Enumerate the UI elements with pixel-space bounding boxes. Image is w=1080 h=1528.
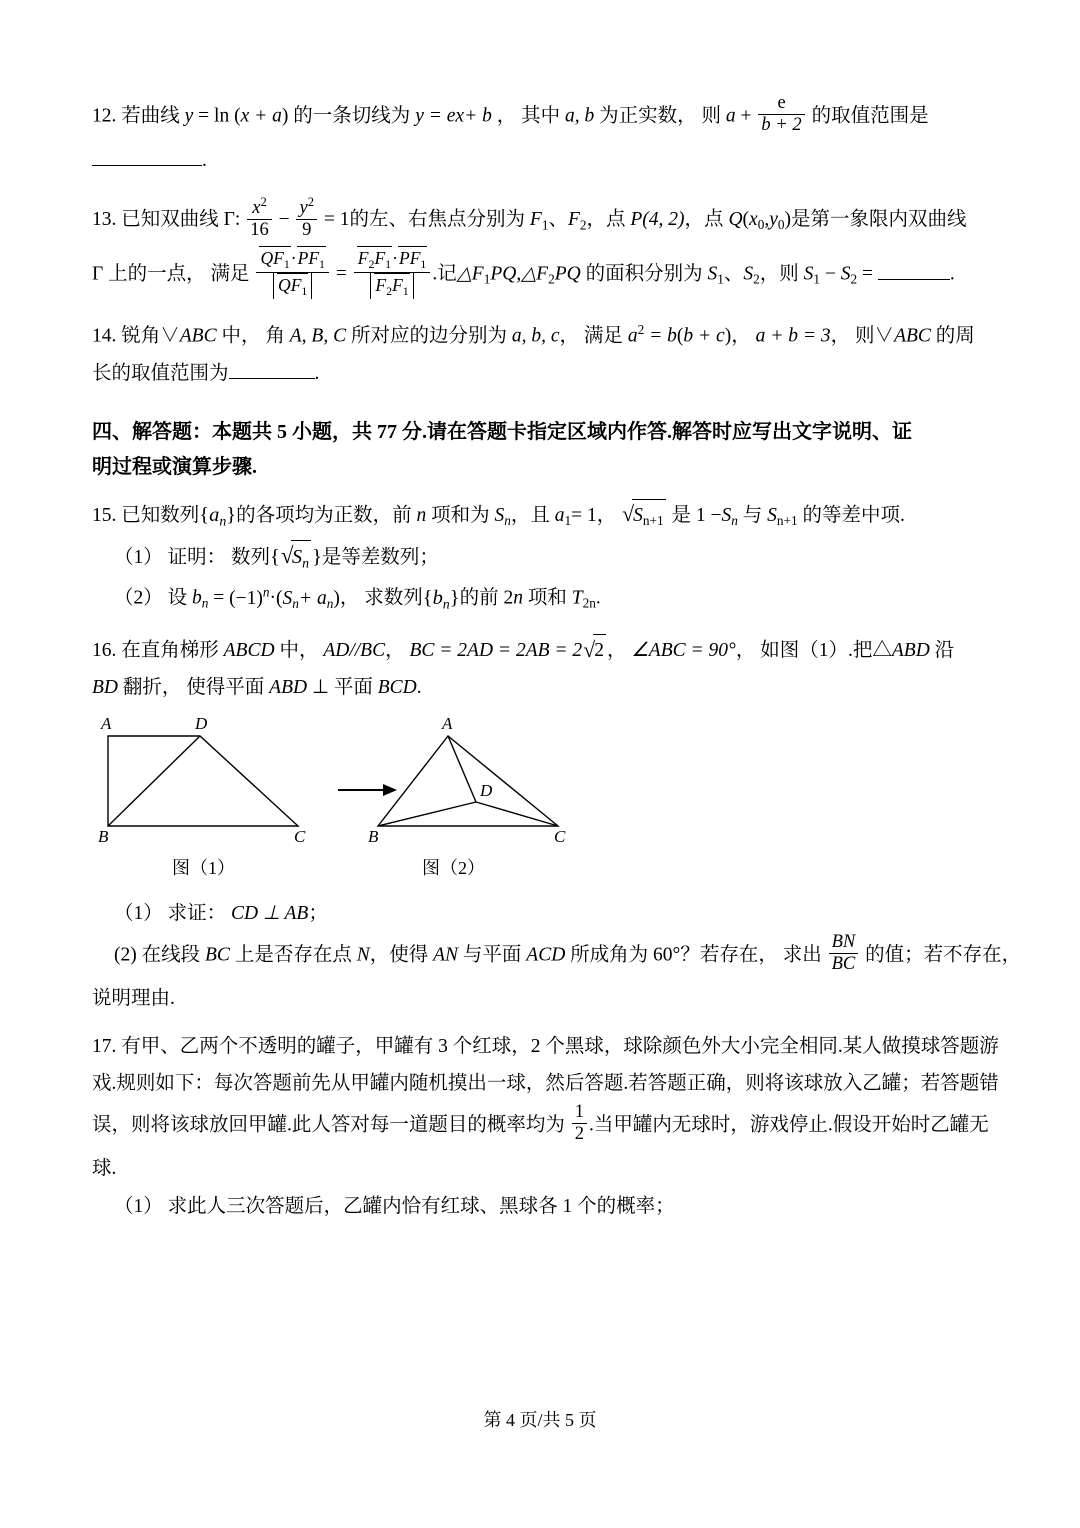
q12-a: a: [725, 105, 736, 127]
q15-sub2-text-1: 设: [167, 587, 188, 609]
question-17-line-3: [92, 1101, 989, 1148]
q13-eq-mid: =: [335, 263, 347, 285]
q12-plus: +: [740, 105, 752, 127]
q13-tri2: △F: [521, 263, 549, 285]
q15-sub1-text-1: 证明：: [167, 546, 227, 568]
q17-frac-den: 2: [572, 1123, 587, 1145]
q15-a-sub-n: n: [326, 595, 334, 611]
q13-period: .: [949, 263, 955, 285]
q13-ratio-1: [256, 246, 329, 298]
q15-neg1: −1: [235, 587, 257, 609]
q16-sub2-text-5: 所成角为 60°？若存在，: [570, 944, 778, 966]
q15-set-an: $\{a_n\}$: [199, 503, 237, 530]
q15-eq: =: [213, 587, 225, 609]
q16-ABD: ABD: [891, 640, 930, 662]
q16-sub2-text-2: 上是否存在点: [234, 944, 352, 966]
q13-dot-1: ·: [290, 248, 297, 269]
q15-text-4: ，且: [510, 504, 550, 526]
q15-sub1-text-3: 是等差数列；: [321, 546, 439, 568]
q12-fraction: [758, 93, 804, 136]
q15-sub2-text-3: 求数列: [364, 587, 423, 609]
q15-text-6: 与: [742, 504, 763, 526]
q17-sub1-label: （1）: [114, 1195, 163, 1217]
question-16-line-2: [92, 672, 988, 703]
q14-ABC-2: ABC: [894, 325, 931, 347]
q17-text-line-3a: 误，则将该球放回甲罐.此人答对每一道题目的概率均为: [92, 1114, 565, 1136]
q17-text-line-4: 球.: [92, 1158, 117, 1180]
q13-eq-final: =: [862, 263, 874, 285]
q16-frac-num: BN: [831, 931, 856, 953]
q16-sub2-text-4: 与平面: [462, 944, 522, 966]
q14-text-1: 锐角∨: [121, 325, 180, 347]
question-17-line-2: [92, 1068, 999, 1099]
q16-sub2-text-3: ，使得: [369, 944, 429, 966]
question-15-sub-2: [92, 581, 988, 616]
q14-answer-blank: [229, 360, 315, 379]
q15-sub1-sqrt-S: S: [291, 545, 303, 568]
q13-eq1: = 1: [323, 208, 350, 230]
q16-sub2-text-7: 的值；若不存在，: [865, 944, 1022, 966]
question-17-sub-1: [92, 1191, 988, 1222]
q12-text-5: 则: [701, 105, 722, 127]
q14-bc-paren: (b + c): [676, 325, 732, 347]
q13-den2: F: [375, 275, 387, 296]
svg-text:B: B: [368, 826, 379, 846]
q13-text-5: 是第一象限内双曲线: [790, 208, 967, 230]
q15-a1: a: [554, 504, 565, 526]
q16-lengths: BC = 2AD = 2AB = 2: [409, 640, 583, 662]
q13-answer-blank: [878, 261, 950, 280]
q16-ad-bc: AD//BC: [323, 640, 386, 662]
question-14-line-2: [92, 358, 988, 389]
q14-angles: A, B, C: [289, 325, 347, 347]
q15-T2n: T: [571, 587, 583, 609]
q13-den1-sub: 1: [301, 283, 308, 298]
q15-neg1-pow: $(-1)^n$: [229, 584, 270, 609]
q13-colon: :: [234, 208, 241, 230]
q17-frac-num: 1: [574, 1101, 585, 1123]
q15-comma: ，: [596, 504, 617, 526]
q13-dunhao: 、: [548, 208, 568, 230]
q13-x: x: [252, 196, 261, 218]
svg-text:C: C: [554, 826, 566, 846]
q16-comma-3: ，: [735, 640, 756, 662]
question-16-sub-2: [92, 931, 1022, 978]
q15-plus-a: + a: [298, 587, 327, 609]
q14-text-2: 中，: [221, 325, 261, 347]
q12-ab: a, b: [565, 105, 595, 127]
q13-text-8: ，则: [759, 263, 799, 285]
q13-S2: S: [743, 263, 754, 285]
q13-den2-sub: 2: [386, 283, 393, 298]
q14-text-4: 所对应的边分别为: [350, 325, 507, 347]
q13-tri1: △F: [456, 263, 484, 285]
q16-l2-ABD: ABD: [269, 677, 308, 699]
q13-F1-sub: 1: [541, 217, 549, 233]
q16-sub2-ACD: ACD: [526, 944, 566, 966]
q12-x: x: [455, 105, 465, 127]
q14-l2-text: 长的取值范围为: [92, 362, 229, 384]
q16-sub1-label: （1）: [114, 902, 163, 924]
q14-text-6: 满足: [583, 325, 623, 347]
question-13-line-1: [92, 194, 988, 243]
q15-bn: b: [192, 587, 202, 609]
q17-text-line-3b: .当甲罐内无球时，游戏停止.假设开始时乙罐无: [589, 1114, 989, 1136]
question-16-line-1: [92, 634, 988, 666]
q14-text-3: 角: [265, 325, 285, 347]
q16-sub1-semicolon: ；: [308, 902, 328, 924]
question-17-line-4: [92, 1153, 988, 1184]
q15-sub1-text-2: 数列: [231, 546, 271, 568]
q13-text-3: ，点: [586, 208, 626, 230]
q12-number: 12.: [92, 105, 117, 127]
q13-minus: −: [278, 208, 290, 230]
section-4-heading: [92, 415, 988, 485]
q15-Sn: S: [494, 504, 505, 526]
q16-sub1-text-1: 求证：: [167, 902, 227, 924]
figure-2-caption: 图（2）: [422, 857, 485, 878]
q12-eq1: = ln: [198, 105, 230, 127]
q16-BCD: BCD: [377, 677, 417, 699]
q13-Q-args: $(x_0,y_0)$: [742, 208, 791, 233]
q12-text-4: 为正实数，: [599, 105, 697, 127]
q13-text-7: 的面积分别为: [585, 263, 703, 285]
q15-text-2: 的各项均为正数，前: [236, 504, 412, 526]
q12-eq2: y = e: [415, 105, 456, 127]
q14-comma: ，: [731, 325, 751, 347]
q13-vec1-sub: 1: [283, 257, 290, 272]
q13-minus-2: −: [824, 263, 836, 285]
question-14-line-1: [92, 319, 988, 351]
q13-Q: Q: [728, 208, 743, 230]
q13-qx: x: [749, 208, 758, 230]
question-15-sub-1: [92, 540, 988, 576]
q16-number: 16.: [92, 640, 117, 662]
q14-sum: a + b = 3: [755, 325, 831, 347]
q13-gamma-2: Γ: [92, 263, 104, 285]
q12-frac-num: e: [777, 92, 786, 114]
q15-an: a: [209, 503, 220, 526]
q16-sub2-AN: AN: [433, 944, 459, 966]
q16-sub2-label: (2): [114, 944, 137, 966]
q15-text-5: 是 1 −: [671, 504, 722, 526]
q14-text-9: 则∨: [855, 325, 895, 347]
q15-sub1-sqrt-sub: n: [302, 556, 310, 571]
q13-P: P(4, 2): [630, 208, 685, 230]
q15-sub2-label: （2）: [114, 587, 163, 609]
q15-n: n: [416, 504, 427, 526]
q14-sup2: 2: [637, 322, 645, 338]
q16-fraction-bn-bc: [829, 932, 859, 975]
q13-l2-text-1: 上的一点，: [108, 263, 206, 285]
q15-pow-n: n: [262, 584, 270, 600]
q12-comma: ，: [496, 105, 517, 127]
q16-ABCD: ABCD: [223, 640, 275, 662]
q13-den2b: F: [392, 275, 403, 296]
q15-bn-sub: n: [201, 595, 209, 611]
q15-Sn-an: $(S_n+ a_n)$: [276, 587, 340, 611]
q17-number: 17.: [92, 1035, 117, 1057]
q15-sqrt-Sn1: [622, 499, 665, 531]
q13-S2-sub: 2: [753, 271, 760, 287]
section-4-line-2: 明过程或演算步骤.: [92, 455, 257, 478]
q13-text-6: .记: [432, 263, 457, 285]
q15-sub2-text-5: 项和: [527, 587, 567, 609]
q16-text-9: 沿: [934, 640, 955, 662]
q13-16: 16: [247, 219, 272, 241]
q13-S1b: S: [803, 263, 814, 285]
q15-sub1-label: （1）: [114, 546, 163, 568]
q16-text-2: 中，: [279, 640, 319, 662]
q13-qy-sub: 0: [777, 217, 785, 233]
q12-frac-den: b + 2: [758, 114, 804, 136]
q13-vec3: F: [357, 248, 369, 269]
q15-sqrt-S: S: [633, 504, 643, 526]
svg-text:D: D: [195, 713, 208, 733]
q16-angle: ∠ABC = 90°: [631, 640, 736, 662]
q12-text-1: 若曲线: [121, 105, 180, 127]
svg-text:A: A: [101, 713, 112, 733]
q16-BD: BD: [92, 677, 118, 699]
q15-sub1-set: { √ $S_n$ }: [270, 546, 322, 568]
q15-sub2-comma: ，: [339, 587, 360, 609]
question-16-figures: [92, 714, 988, 884]
q13-vec3b: F: [374, 248, 386, 269]
q14-number: 14.: [92, 325, 117, 347]
q15-period: .: [595, 587, 601, 609]
q15-text-1: 已知数列: [121, 504, 200, 526]
q15-set-bn: $\{b_n\}$: [422, 586, 460, 612]
q13-tri-comma: ,: [516, 263, 522, 285]
q14-text-8: ，: [830, 325, 851, 347]
q13-vec4-sub: 1: [420, 257, 427, 272]
q16-frac-den: BC: [829, 953, 859, 975]
q15-T2n-sub: 2n: [582, 595, 596, 611]
page-footer: 第 4 页/共 5 页: [483, 1410, 597, 1430]
q12-text-2: 的一条切线为: [293, 105, 411, 127]
question-15-line-1: [92, 499, 988, 534]
q13-dunhao-2: 、: [723, 263, 744, 285]
q13-tri1b: PQ: [490, 263, 517, 285]
svg-text:D: D: [480, 780, 493, 800]
q16-l2-text-1: 翻折，: [122, 677, 182, 699]
q13-tri1-sub: 1: [483, 271, 491, 287]
q15-an-sub: n: [219, 514, 227, 530]
q13-S2b: S: [840, 263, 851, 285]
q14-eq: = b: [649, 325, 677, 347]
q13-vec2: PF: [297, 248, 320, 269]
q16-sub2-text-1: 在线段: [141, 944, 201, 966]
q14-a2: a: [627, 325, 638, 347]
q13-9: 9: [296, 219, 317, 241]
q13-tri2b: PQ: [554, 263, 581, 285]
svg-text:A: A: [442, 713, 453, 733]
q15-Snc-sub: n+1: [776, 513, 798, 529]
q13-F1: F: [529, 208, 542, 230]
section-4-line-1: 四、解答题：本题共 5 小题，共 77 分.请在答题卡指定区域内作答.解答时应写出文字说明、证: [92, 420, 912, 443]
q17-text-line-1: 有甲、乙两个不透明的罐子，甲罐有 3 个红球，2 个黑球，球除颜色外大小完全相同.某人做摸球答题游: [121, 1035, 999, 1057]
q15-nb: n: [513, 587, 523, 609]
svg-text:B: B: [98, 826, 109, 846]
q13-F2-sub: 2: [579, 217, 587, 233]
q17-fraction-half: [572, 1102, 587, 1145]
q12-text-6: 的取值范围是: [811, 105, 929, 127]
q13-l2-text-2: 满足: [210, 263, 250, 285]
q12-text-3: 其中: [521, 105, 561, 127]
q13-text-2: 的左、右焦点分别为: [349, 208, 526, 230]
q13-S1: S: [707, 263, 718, 285]
q12-plusb: + b: [464, 105, 492, 127]
q13-vec3-sub: 2: [368, 257, 375, 272]
q12-xa: x + a: [240, 105, 282, 127]
q15-sub2-text-4: 的前 2: [459, 587, 514, 609]
q16-comma-1: ，: [385, 640, 405, 662]
q17-text-line-2: 戏.规则如下：每次答题前先从甲罐内随机摸出一球，然后答题.若答题正确，则将该球放入乙罐；若答题错: [92, 1072, 999, 1094]
question-17-line-1: [92, 1031, 999, 1062]
q13-text-4: ，点: [684, 208, 724, 230]
figure-1-caption: 图（1）: [172, 857, 235, 878]
q16-text-1: 在直角梯形: [121, 640, 219, 662]
q14-bc: b + c: [683, 325, 725, 347]
q17-sub1-text: 求此人三次答题后，乙罐内恰有红球、黑球各 1 个的概率；: [167, 1195, 675, 1217]
q13-S2b-sub: 2: [850, 271, 858, 287]
q15-Snc: S: [767, 504, 777, 526]
question-12-line-1: [92, 92, 988, 139]
q12-y: y: [184, 105, 194, 127]
q15-bnb: b: [432, 586, 443, 609]
q15-number: 15.: [92, 504, 117, 526]
q13-den1: QF: [278, 275, 302, 296]
q13-number: 13.: [92, 208, 117, 230]
q13-gamma: Γ: [223, 208, 235, 230]
q16-sub2-BC: BC: [205, 944, 230, 966]
q16-comma-2: ，: [606, 640, 627, 662]
q16-perp: ⊥: [311, 677, 329, 699]
q15-text-7: 的等差中项.: [802, 504, 905, 526]
q16-sub1-statement: CD ⊥ AB: [231, 902, 309, 924]
q16-l2-text-3: 平面: [333, 677, 373, 699]
q13-vec4: PF: [398, 248, 421, 269]
q12-answer-blank: [92, 147, 202, 166]
q13-tri2-sub: 2: [548, 271, 555, 287]
q16-text-8: 如图（1）.把△: [760, 640, 892, 662]
q15-a1-sub: 1: [564, 513, 572, 529]
q13-vec2-sub: 1: [319, 257, 326, 272]
q16-l2-text-2: 使得平面: [186, 677, 265, 699]
q15-Snb-sub: n: [731, 513, 738, 529]
q15-dot: ·: [269, 587, 277, 609]
q15-Sn-sub: n: [504, 513, 511, 529]
q15-bnb-sub: n: [442, 597, 450, 612]
q13-q-comma: ,: [764, 208, 770, 230]
q16-sub2-text-6: 求出: [782, 944, 822, 966]
question-16-sub-1: [92, 898, 988, 929]
q15-sqrt-S-sub: n+1: [642, 513, 664, 529]
q14-period: .: [314, 362, 320, 384]
q13-vec3b-sub: 1: [385, 257, 392, 272]
q13-vec1: QF: [260, 248, 284, 269]
q16-l2-period: .: [416, 677, 422, 699]
q15-Snd: S: [282, 587, 293, 609]
question-13-line-2: [92, 249, 988, 301]
q13-S1-sub: 1: [717, 271, 724, 287]
q14-ABC: ABC: [179, 325, 217, 347]
q13-dot-2: ·: [392, 248, 398, 269]
q15-text-3: 项和为: [431, 504, 490, 526]
q13-den2b-sub: 1: [402, 283, 409, 298]
q14-text-5: ，: [559, 325, 580, 347]
q13-y: y: [299, 196, 308, 218]
q15-Snb: S: [721, 504, 732, 526]
q13-F2: F: [567, 208, 580, 230]
q13-frac-y: $\frac{y^2}{9}$: [296, 195, 317, 240]
q16-sqrt2-val: 2: [593, 634, 606, 666]
q16-sqrt2: [583, 634, 606, 666]
q13-qy: y: [769, 208, 778, 230]
q15-a1-val: = 1: [571, 504, 597, 526]
q12-paren: (x + a): [234, 105, 289, 127]
question-12-line-2: [92, 145, 988, 176]
q13-S1b-sub: 1: [813, 271, 821, 287]
q14-abc: a, b, c: [511, 325, 560, 347]
q13-frac-x: $\frac{x^2}{16}$: [247, 195, 272, 240]
q14-text-10: 的周: [935, 325, 975, 347]
q12-period: .: [202, 149, 207, 171]
q16-sub2-reason: 说明理由.: [92, 988, 175, 1010]
q15-Snd-sub: n: [292, 595, 299, 611]
q16-sub2-N: N: [356, 944, 370, 966]
q13-text-1: 已知双曲线: [121, 208, 219, 230]
question-16-sub-2-line-2: [92, 983, 988, 1014]
q13-qx-sub: 0: [757, 217, 765, 233]
q13-ratio-2: [354, 246, 431, 298]
svg-text:C: C: [294, 826, 306, 846]
